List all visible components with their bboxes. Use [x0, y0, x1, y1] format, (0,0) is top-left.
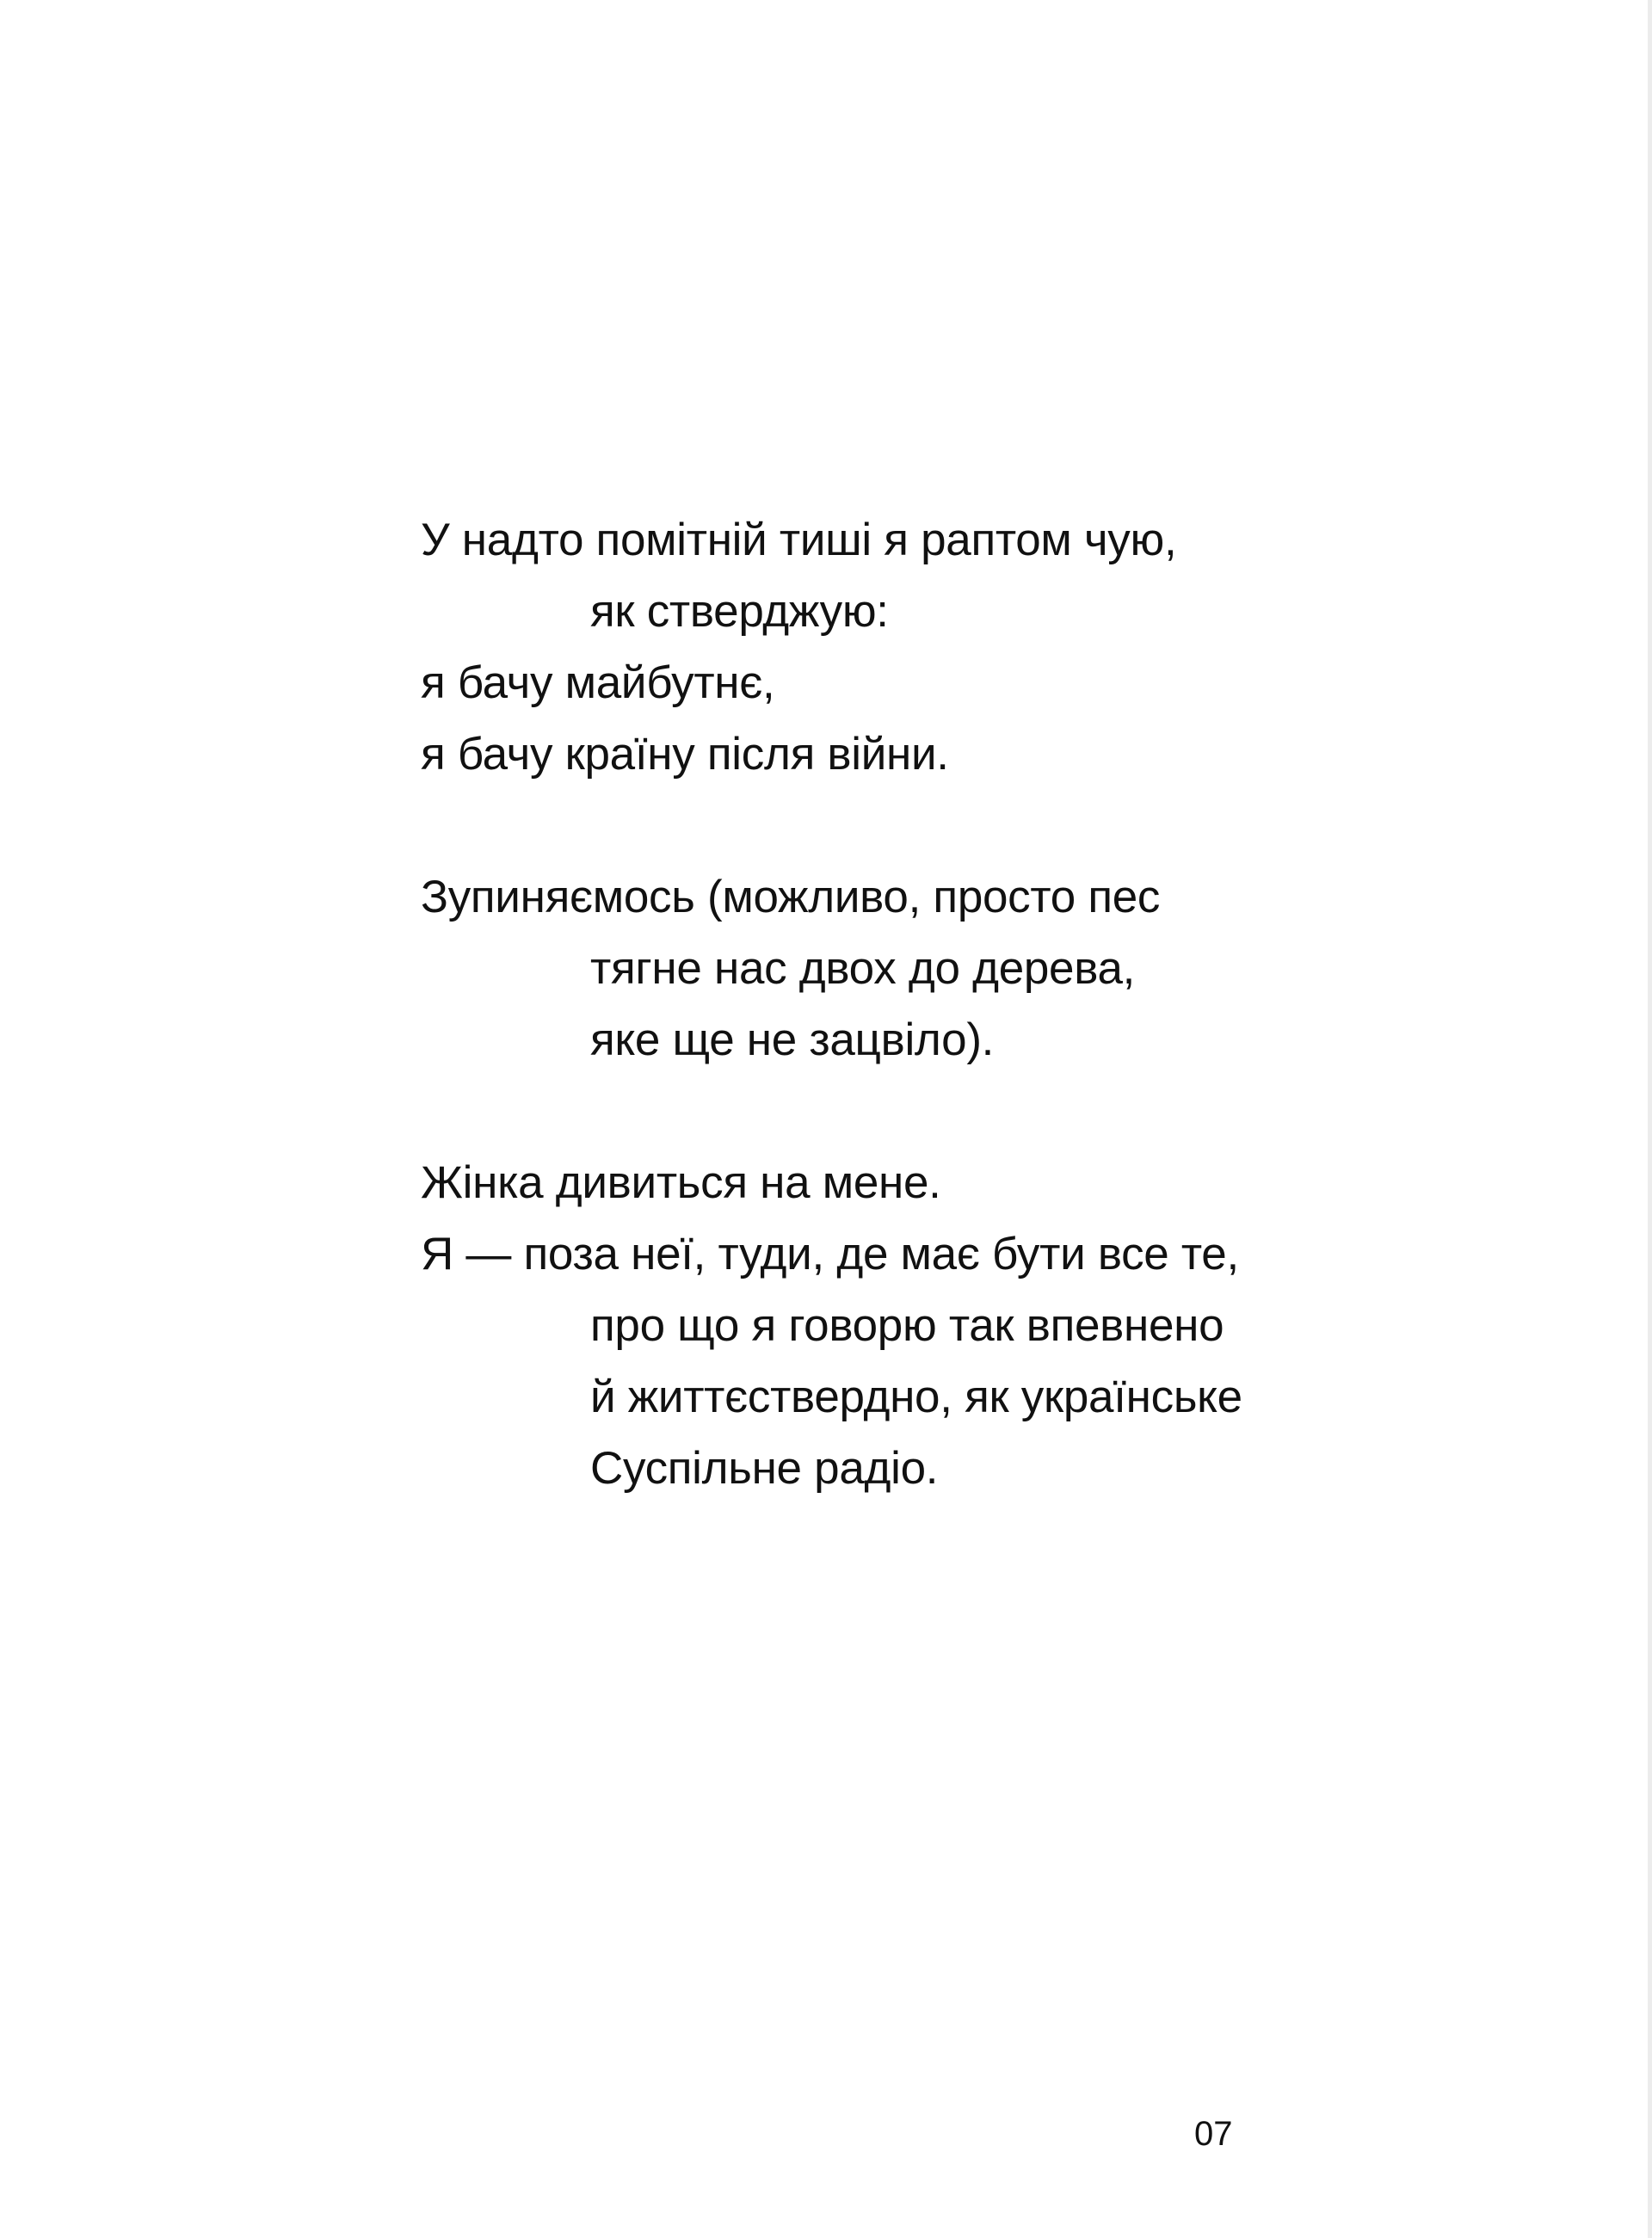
stanza-3	[421, 1147, 1539, 1504]
poem-line: Зупиняємось (можливо, просто пес	[421, 872, 1161, 922]
page-edge	[1648, 0, 1652, 2238]
poem-line: У надто помітній тиші я раптом чую,	[421, 515, 1177, 565]
poem-line: Я — поза неї, туди, де має бути все те,	[421, 1229, 1239, 1279]
poem-line: як стверджую:	[590, 586, 889, 637]
stanza-1	[421, 504, 1539, 790]
poem-line: Суспільне радіо.	[590, 1443, 939, 1494]
page-number: 07	[1194, 2115, 1233, 2153]
poem-line: про що я говорю так впевнено	[590, 1300, 1224, 1351]
stanza-2	[421, 861, 1539, 1076]
poem-line: тягне нас двох до дерева,	[590, 943, 1136, 994]
poem-line: Жінка дивиться на мене.	[421, 1157, 941, 1208]
poem	[421, 504, 1539, 1575]
poem-line: яке ще не зацвіло).	[590, 1014, 995, 1065]
poem-line: я бачу країну після війни.	[421, 729, 949, 780]
poem-line: я бачу майбутнє,	[421, 657, 775, 708]
poem-line: й життєствердно, як українське	[590, 1372, 1242, 1422]
